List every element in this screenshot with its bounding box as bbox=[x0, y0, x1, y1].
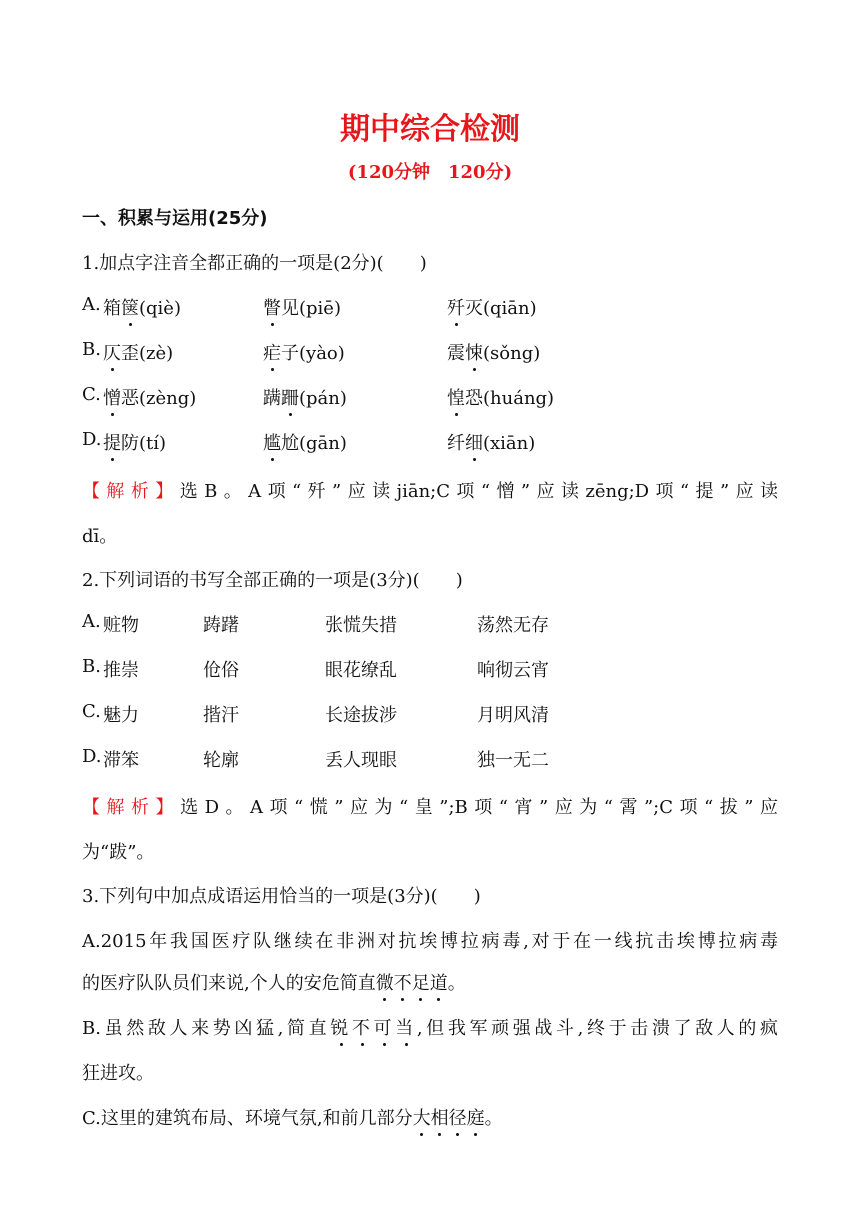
question-3-option-b-cont: 狂进攻。 bbox=[82, 1063, 154, 1084]
dotted-char: 足 bbox=[411, 973, 430, 994]
option-word: 仄歪(zè) bbox=[103, 343, 174, 364]
option-word: 瞥见(piē) bbox=[263, 298, 341, 319]
question-1-stem: 1.加点字注音全都正确的一项是(2分)( ) bbox=[82, 253, 427, 274]
option-word: 眼花缭乱 bbox=[325, 660, 397, 681]
option-word: 憎恶(zèng) bbox=[103, 388, 197, 409]
option-word: 荡然无存 bbox=[477, 615, 549, 636]
option-word: 震悚(sǒng) bbox=[447, 343, 541, 364]
option-word: 魅力 bbox=[103, 705, 139, 726]
dotted-char: 锐 bbox=[330, 1018, 352, 1039]
dotted-char: 微 bbox=[375, 973, 394, 994]
dotted-char: 道 bbox=[429, 973, 448, 994]
dotted-char: 相 bbox=[430, 1108, 449, 1129]
dotted-idiom bbox=[330, 1018, 417, 1039]
option-word: 蹒跚(pán) bbox=[263, 388, 347, 409]
question-1-analysis: 【解析】选B。A项“歼”应读jiān;C项“憎”应读zēng;D项“提”应读 bbox=[82, 481, 779, 502]
option-label: A. bbox=[82, 611, 101, 632]
question-3-option-a: A.2015年我国医疗队继续在非洲对抗埃博拉病毒,对于在一线抗击埃博拉病毒 bbox=[82, 931, 778, 952]
option-label: B. bbox=[82, 656, 101, 677]
dotted-idiom bbox=[413, 1108, 485, 1129]
option-label: C. bbox=[82, 384, 101, 405]
option-word: 张慌失措 bbox=[325, 615, 397, 636]
question-3-option-a-cont: 的医疗队队员们来说,个人的安危简直微不足道。 bbox=[82, 973, 466, 994]
dotted-char: 大 bbox=[412, 1108, 431, 1129]
option-word: 惶恐(huáng) bbox=[447, 388, 555, 409]
option-word: 长途拔涉 bbox=[325, 705, 397, 726]
option-word: 滞笨 bbox=[103, 750, 139, 771]
option-word: 月明风清 bbox=[477, 705, 549, 726]
dotted-char: 庭 bbox=[466, 1108, 485, 1129]
option-word: 歼灭(qiān) bbox=[447, 298, 537, 319]
option-label: C. bbox=[82, 701, 101, 722]
question-3-option-c: C.这里的建筑布局、环境气氛,和前几部分大相径庭。 bbox=[82, 1108, 503, 1129]
option-word: 箱箧(qiè) bbox=[103, 298, 181, 319]
question-3-stem: 3.下列句中加点成语运用恰当的一项是(3分)( ) bbox=[82, 886, 481, 907]
question-2-analysis-cont: 为“跋”。 bbox=[82, 842, 155, 863]
option-word: 丢人现眼 bbox=[325, 750, 397, 771]
option-word: 纤细(xiān) bbox=[447, 433, 536, 454]
analysis-tag: 【解析】 bbox=[82, 797, 181, 818]
page-title: 期中综合检测 bbox=[340, 112, 520, 147]
option-word: 赃物 bbox=[103, 615, 139, 636]
option-word: 独一无二 bbox=[477, 750, 549, 771]
option-word: 提防(tí) bbox=[103, 433, 167, 454]
option-word: 伧俗 bbox=[203, 660, 239, 681]
option-word: 疟子(yào) bbox=[263, 343, 345, 364]
question-2-analysis: 【解析】选D。A项“慌”应为“皇”;B项“宵”应为“霄”;C项“拔”应 bbox=[82, 797, 778, 818]
option-label: D. bbox=[82, 429, 102, 450]
dotted-char: 当 bbox=[395, 1018, 417, 1039]
dotted-char: 径 bbox=[448, 1108, 467, 1129]
option-word: 推崇 bbox=[103, 660, 139, 681]
question-2-stem: 2.下列词语的书写全部正确的一项是(3分)( ) bbox=[82, 570, 463, 591]
option-word: 揩汗 bbox=[203, 705, 239, 726]
dotted-idiom bbox=[376, 973, 448, 994]
dotted-char: 不 bbox=[351, 1018, 374, 1039]
page-subtitle: (120分钟 120分) bbox=[347, 162, 513, 183]
option-label: A. bbox=[82, 294, 101, 315]
question-1-analysis-cont: dī。 bbox=[82, 526, 118, 547]
option-word: 踌躇 bbox=[203, 615, 239, 636]
option-label: B. bbox=[82, 339, 101, 360]
option-word: 轮廓 bbox=[203, 750, 239, 771]
option-word: 尴尬(gān) bbox=[263, 433, 347, 454]
option-word: 响彻云宵 bbox=[477, 660, 549, 681]
dotted-char: 可 bbox=[373, 1018, 396, 1039]
section-heading: 一、积累与运用(25分) bbox=[82, 208, 268, 229]
dotted-char: 不 bbox=[393, 973, 412, 994]
question-3-option-b: B.虽然敌人来势凶猛,简直锐不可当,但我军顽强战斗,终于击溃了敌人的疯 bbox=[82, 1018, 779, 1039]
analysis-tag: 【解析】 bbox=[82, 481, 180, 502]
option-label: D. bbox=[82, 746, 102, 767]
